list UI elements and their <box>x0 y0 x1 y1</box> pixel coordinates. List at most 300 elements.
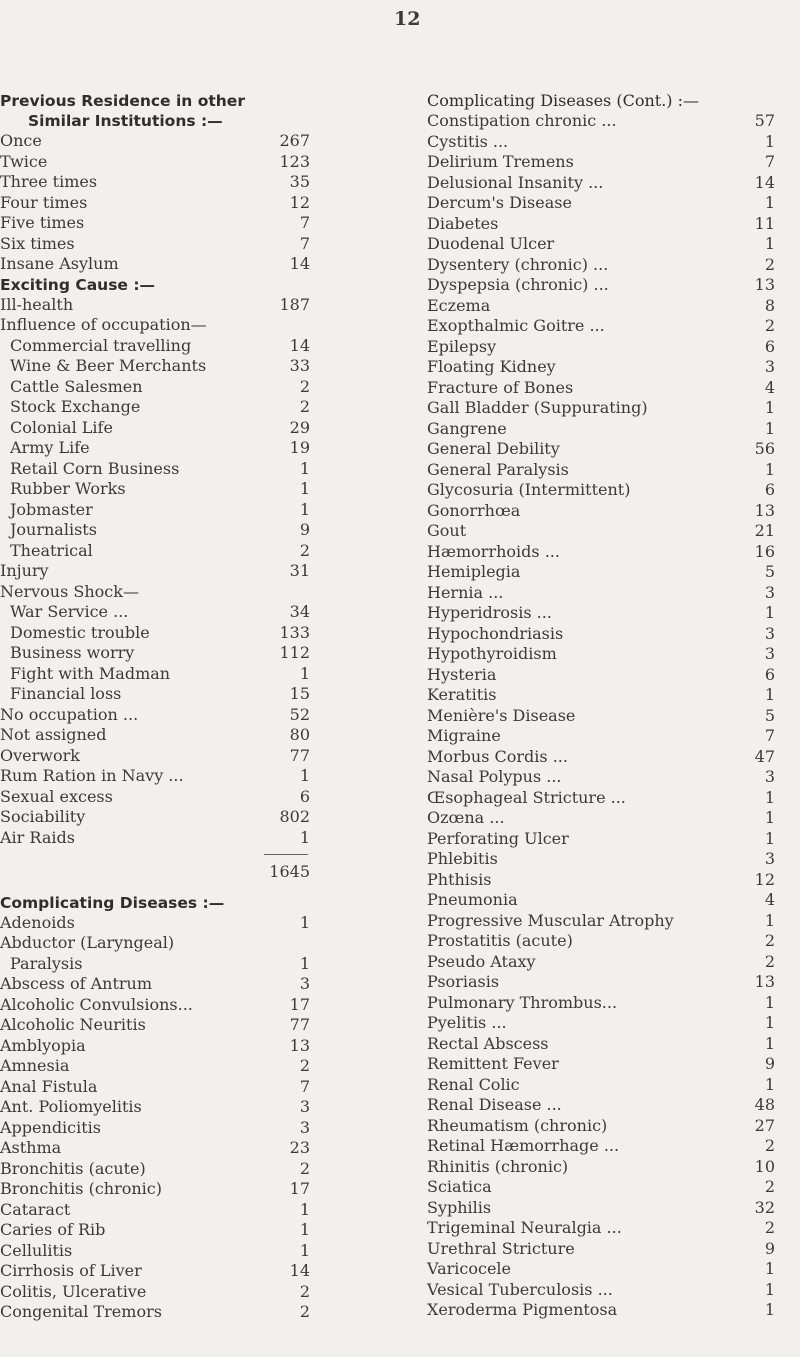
list-item <box>427 1239 775 1260</box>
item-count: 1 <box>299 827 310 847</box>
list-item <box>0 1220 312 1241</box>
item-label: Influence of occupation— <box>0 315 207 334</box>
item-label: Cystitis ... <box>427 131 509 151</box>
item-count: 13 <box>289 1035 310 1055</box>
list-item <box>427 993 775 1014</box>
item-label: Diabetes <box>427 213 499 233</box>
list-item <box>0 913 312 934</box>
item-count: 5 <box>764 705 775 725</box>
list-item <box>427 849 775 870</box>
list-item <box>0 1179 312 1200</box>
list-item <box>427 214 775 235</box>
item-label: Four times <box>0 192 88 212</box>
item-label: Rubber Works <box>10 479 126 498</box>
list-item <box>0 1282 312 1303</box>
item-count: 1 <box>764 1033 775 1053</box>
page-number: 12 <box>394 8 421 30</box>
list-item <box>0 807 312 828</box>
item-label: Appendicitis <box>0 1117 102 1137</box>
list-item <box>427 1198 775 1219</box>
item-count: 1 <box>764 992 775 1012</box>
item-label: Anal Fistula <box>0 1076 98 1096</box>
item-label: Gangrene <box>427 418 507 438</box>
list-item <box>0 725 312 746</box>
list-item <box>427 460 775 481</box>
list-item <box>427 952 775 973</box>
list-item <box>427 829 775 850</box>
item-label: Adenoids <box>0 912 75 932</box>
item-count: 112 <box>279 643 310 662</box>
list-item <box>0 234 312 255</box>
list-item <box>427 1280 775 1301</box>
item-label: Renal Colic <box>427 1074 520 1094</box>
item-label: Renal Disease ... <box>427 1095 562 1114</box>
item-label: Journalists <box>10 520 97 539</box>
item-count: 1 <box>764 910 775 930</box>
list-item <box>0 377 312 398</box>
item-label: Bronchitis (acute) <box>0 1158 146 1178</box>
list-item <box>427 603 775 624</box>
item-count: 27 <box>754 1115 775 1135</box>
list-item <box>0 1097 312 1118</box>
item-label: Stock Exchange <box>10 397 141 416</box>
item-label: Pyelitis ... <box>427 1013 507 1032</box>
list-item <box>0 418 312 439</box>
item-count: 1 <box>299 1240 310 1260</box>
item-label: Hypothyroidism <box>427 644 557 663</box>
list-item <box>427 767 775 788</box>
list-item <box>427 234 775 255</box>
item-label: Hypochondriasis <box>427 623 564 643</box>
item-count: 2 <box>299 1056 310 1075</box>
item-count: 2 <box>764 1218 775 1237</box>
item-label: Eczema <box>427 295 491 315</box>
item-label: Gonorrhœa <box>427 500 521 520</box>
list-item <box>427 337 775 358</box>
list-item <box>427 1300 775 1321</box>
list-item <box>0 1302 312 1323</box>
list-item <box>427 931 775 952</box>
list-item <box>0 397 312 418</box>
list-item <box>0 152 312 173</box>
item-count: 35 <box>289 172 310 191</box>
item-label: Sexual excess <box>0 786 113 806</box>
item-count: 3 <box>764 767 775 786</box>
item-count: 2 <box>299 1302 310 1321</box>
item-count: 802 <box>279 807 310 826</box>
item-count: 57 <box>754 111 775 130</box>
item-label: Rectal Abscess <box>427 1033 549 1053</box>
item-count: 2 <box>299 376 310 396</box>
item-label: Six times <box>0 233 75 253</box>
item-count: 47 <box>754 746 775 766</box>
item-label: Sciatica <box>427 1177 492 1196</box>
item-count: 13 <box>754 500 775 520</box>
item-label: Amblyopia <box>0 1035 86 1055</box>
item-label: Alcoholic Convulsions... <box>0 994 193 1014</box>
item-count: 2 <box>764 254 775 274</box>
list-item <box>0 643 312 664</box>
list-item <box>427 1116 775 1137</box>
item-count: 2 <box>764 316 775 335</box>
list-item <box>427 685 775 706</box>
item-label: Keratitis <box>427 685 497 704</box>
item-count: 31 <box>289 561 310 580</box>
list-item <box>427 501 775 522</box>
item-count: 1 <box>299 1199 310 1219</box>
item-count: 2 <box>764 1136 775 1155</box>
item-count: 77 <box>289 1015 310 1034</box>
list-item <box>427 480 775 501</box>
item-count: 7 <box>764 726 775 745</box>
list-item <box>427 972 775 993</box>
item-label: Gall Bladder (Suppurating) <box>427 398 648 417</box>
item-label: Pneumonia <box>427 890 518 909</box>
list-item <box>0 1036 312 1057</box>
total-value: 1645 <box>269 862 310 881</box>
item-count: 2 <box>299 397 310 416</box>
item-count: 1 <box>299 499 310 519</box>
list-item <box>427 870 775 891</box>
item-label: Œsophageal Stricture ... <box>427 787 626 807</box>
list-item <box>427 1177 775 1198</box>
item-count: 7 <box>299 233 310 253</box>
list-item <box>0 623 312 644</box>
item-count: 9 <box>764 1054 775 1073</box>
item-label: Rheumatism (chronic) <box>427 1115 608 1135</box>
list-item <box>427 1259 775 1280</box>
list-item <box>0 438 312 459</box>
section-heading: Complicating Diseases :— <box>0 893 225 912</box>
list-item <box>0 1241 312 1262</box>
list-item <box>0 315 312 336</box>
item-label: Phthisis <box>427 869 492 889</box>
item-label: Dysentery (chronic) ... <box>427 254 609 274</box>
item-label: Bronchitis (chronic) <box>0 1179 162 1198</box>
list-item <box>0 705 312 726</box>
item-label: General Debility <box>427 439 560 458</box>
item-label: No occupation ... <box>0 704 139 724</box>
item-count: 1 <box>299 953 310 973</box>
item-label: Congenital Tremors <box>0 1302 162 1321</box>
item-label: Migraine <box>427 726 501 745</box>
item-label: Epilepsy <box>427 336 497 356</box>
item-label: War Service ... <box>10 602 129 621</box>
item-count: 6 <box>764 664 775 684</box>
list-item <box>0 746 312 767</box>
list-item <box>427 583 775 604</box>
list-item <box>0 766 312 787</box>
list-item <box>0 1159 312 1180</box>
item-label: Duodenal Ulcer <box>427 234 555 253</box>
item-label: Cirrhosis of Liver <box>0 1261 142 1280</box>
item-count: 1 <box>299 766 310 785</box>
item-label: Jobmaster <box>10 499 93 519</box>
item-count: 1 <box>764 787 775 807</box>
item-count: 1 <box>299 912 310 932</box>
list-item <box>0 254 312 275</box>
item-count: 56 <box>754 439 775 458</box>
item-count: 33 <box>289 356 310 375</box>
list-item <box>0 479 312 500</box>
item-label: Menière's Disease <box>427 705 576 725</box>
item-label: Air Raids <box>0 827 75 847</box>
list-item <box>427 890 775 911</box>
list-item <box>427 132 775 153</box>
item-label: Progressive Muscular Atrophy <box>427 910 674 930</box>
left-column <box>0 91 312 1323</box>
item-count: 267 <box>279 131 310 150</box>
list-item <box>0 974 312 995</box>
list-item <box>0 933 312 954</box>
item-count: 1 <box>764 1259 775 1278</box>
list-item <box>0 336 312 357</box>
item-count: 15 <box>289 684 310 703</box>
list-item <box>0 787 312 808</box>
total-divider <box>0 848 312 862</box>
list-item <box>0 664 312 685</box>
item-count: 2 <box>764 931 775 950</box>
item-label: Ozœna ... <box>427 808 505 827</box>
item-count: 2 <box>764 1177 775 1196</box>
item-label: Hernia ... <box>427 582 504 602</box>
item-label: Colitis, Ulcerative <box>0 1281 147 1301</box>
item-count: 7 <box>299 213 310 232</box>
item-count: 1 <box>764 1300 775 1319</box>
list-item <box>427 173 775 194</box>
list-item <box>427 747 775 768</box>
item-count: 13 <box>754 972 775 991</box>
item-label: Exopthalmic Goitre ... <box>427 316 605 335</box>
item-label: Gout <box>427 521 467 540</box>
item-label: Abductor (Laryngeal) <box>0 933 175 952</box>
item-label: Rum Ration in Navy ... <box>0 766 184 785</box>
item-count: 14 <box>289 335 310 355</box>
item-label: Floating Kidney <box>427 357 556 376</box>
item-label: General Paralysis <box>427 459 569 479</box>
item-count: 1 <box>764 1279 775 1299</box>
item-count: 3 <box>764 357 775 376</box>
item-count: 6 <box>764 336 775 356</box>
item-count: 32 <box>754 1197 775 1217</box>
list-item <box>0 520 312 541</box>
list-item <box>0 1200 312 1221</box>
item-count: 10 <box>754 1156 775 1176</box>
list-item <box>427 808 775 829</box>
list-item <box>0 500 312 521</box>
item-count: 80 <box>289 725 310 744</box>
item-count: 3 <box>299 974 310 993</box>
item-label: Cellulitis <box>0 1240 73 1260</box>
item-count: 11 <box>754 213 775 233</box>
item-label: Vesical Tuberculosis ... <box>427 1279 613 1299</box>
item-label: Cataract <box>0 1199 71 1219</box>
item-label: Twice <box>0 151 48 171</box>
list-item <box>0 1118 312 1139</box>
item-label: Asthma <box>0 1138 62 1157</box>
item-label: Caries of Rib <box>0 1220 106 1239</box>
item-count: 1 <box>764 459 775 479</box>
item-label: Hæmorrhoids ... <box>427 541 560 561</box>
list-item <box>427 419 775 440</box>
item-label: Retail Corn Business <box>10 458 180 478</box>
item-count: 7 <box>764 152 775 171</box>
list-item <box>0 995 312 1016</box>
item-count: 187 <box>279 294 310 314</box>
list-item <box>427 542 775 563</box>
item-count: 2 <box>764 951 775 971</box>
list-item <box>427 439 775 460</box>
item-count: 1 <box>764 808 775 827</box>
section-heading-continued: Similar Institutions :— <box>28 112 223 130</box>
list-item <box>0 459 312 480</box>
list-item <box>427 275 775 296</box>
item-label: Army Life <box>10 438 90 457</box>
item-count: 34 <box>289 602 310 621</box>
item-count: 1 <box>764 234 775 253</box>
item-count: 9 <box>764 1238 775 1258</box>
item-label: Xeroderma Pigmentosa <box>427 1300 618 1319</box>
list-item <box>427 706 775 727</box>
list-item <box>0 213 312 234</box>
item-count: 3 <box>764 849 775 868</box>
item-label: Five times <box>0 213 85 232</box>
item-label: Nervous Shock— <box>0 581 139 601</box>
item-label: Amnesia <box>0 1056 70 1075</box>
list-item <box>427 562 775 583</box>
list-item <box>427 1136 775 1157</box>
item-label: Ant. Poliomyelitis <box>0 1097 142 1116</box>
item-label: Constipation chronic ... <box>427 111 617 130</box>
item-label: Varicocele <box>427 1259 511 1278</box>
total-row <box>0 862 312 883</box>
item-label: Trigeminal Neuralgia ... <box>427 1218 622 1237</box>
item-count: 7 <box>299 1076 310 1096</box>
item-label: Abscess of Antrum <box>0 974 152 993</box>
item-label: Commercial travelling <box>10 335 192 355</box>
item-count: 13 <box>754 275 775 294</box>
item-label: Fight with Madman <box>10 663 171 683</box>
item-count: 1 <box>764 1074 775 1094</box>
item-count: 4 <box>764 890 775 909</box>
item-count: 6 <box>299 786 310 806</box>
item-count: 4 <box>764 377 775 397</box>
item-label: Not assigned <box>0 725 107 744</box>
right-column <box>427 91 775 1321</box>
list-item <box>0 582 312 603</box>
item-count: 12 <box>289 192 310 212</box>
list-item <box>427 357 775 378</box>
list-item <box>427 788 775 809</box>
list-item <box>427 1218 775 1239</box>
item-count: 9 <box>299 520 310 539</box>
item-count: 2 <box>299 1281 310 1301</box>
item-label: Business worry <box>10 643 135 662</box>
list-item <box>0 1138 312 1159</box>
item-label: Cattle Salesmen <box>10 376 143 396</box>
item-label: Pulmonary Thrombus... <box>427 992 618 1012</box>
list-item <box>427 644 775 665</box>
item-label: Dercum's Disease <box>427 193 572 212</box>
list-item <box>427 255 775 276</box>
item-label: Hysteria <box>427 664 497 684</box>
item-count: 1 <box>764 398 775 417</box>
item-label: Ill-health <box>0 294 74 314</box>
item-count: 29 <box>289 417 310 437</box>
item-count: 1 <box>299 663 310 683</box>
item-count: 1 <box>299 479 310 498</box>
item-count: 1 <box>764 603 775 622</box>
list-item <box>427 911 775 932</box>
item-count: 3 <box>299 1117 310 1137</box>
item-count: 1 <box>764 418 775 438</box>
item-count: 133 <box>279 622 310 642</box>
item-label: Rhinitis (chronic) <box>427 1156 569 1176</box>
item-label: Three times <box>0 172 98 191</box>
item-label: Syphilis <box>427 1197 492 1217</box>
list-item <box>0 954 312 975</box>
list-item <box>0 1077 312 1098</box>
item-count: 14 <box>289 1261 310 1280</box>
item-count: 1 <box>764 828 775 848</box>
item-count: 1 <box>764 685 775 704</box>
list-item <box>427 378 775 399</box>
item-label: Perforating Ulcer <box>427 828 569 848</box>
list-item <box>427 665 775 686</box>
item-label: Dyspepsia (chronic) ... <box>427 275 609 294</box>
list-item <box>427 316 775 337</box>
list-item <box>0 828 312 849</box>
list-item <box>427 726 775 747</box>
item-label: Nasal Polypus ... <box>427 767 562 786</box>
section-heading: Previous Residence in other <box>0 92 245 110</box>
item-count: 19 <box>289 438 310 457</box>
list-item <box>427 152 775 173</box>
item-count: 21 <box>754 521 775 540</box>
item-count: 1 <box>764 1013 775 1032</box>
item-count: 3 <box>764 623 775 643</box>
item-label: Hemiplegia <box>427 562 521 581</box>
item-count: 12 <box>754 869 775 889</box>
list-item <box>0 295 312 316</box>
item-label: Delusional Insanity ... <box>427 172 604 192</box>
list-item <box>427 296 775 317</box>
item-label: Prostatitis (acute) <box>427 931 573 950</box>
item-label: Alcoholic Neuritis <box>0 1015 146 1034</box>
item-label: Hyperidrosis ... <box>427 603 552 622</box>
item-label: Overwork <box>0 745 80 765</box>
list-item <box>0 561 312 582</box>
item-count: 77 <box>289 745 310 765</box>
list-item <box>427 398 775 419</box>
list-item <box>0 1261 312 1282</box>
item-count: 17 <box>289 994 310 1014</box>
item-count: 1 <box>764 193 775 212</box>
item-count: 16 <box>754 541 775 561</box>
item-count: 1 <box>764 131 775 151</box>
list-item <box>0 684 312 705</box>
item-label: Psoriasis <box>427 972 500 991</box>
item-label: Pseudo Ataxy <box>427 951 536 971</box>
item-label: Theatrical <box>10 540 93 560</box>
item-label: Retinal Hæmorrhage ... <box>427 1136 620 1155</box>
item-count: 3 <box>764 644 775 663</box>
item-label: Urethral Stricture <box>427 1238 575 1258</box>
list-item <box>0 541 312 562</box>
list-item <box>427 193 775 214</box>
item-count: 8 <box>764 295 775 315</box>
section-heading: Complicating Diseases (Cont.) :— <box>427 91 699 110</box>
